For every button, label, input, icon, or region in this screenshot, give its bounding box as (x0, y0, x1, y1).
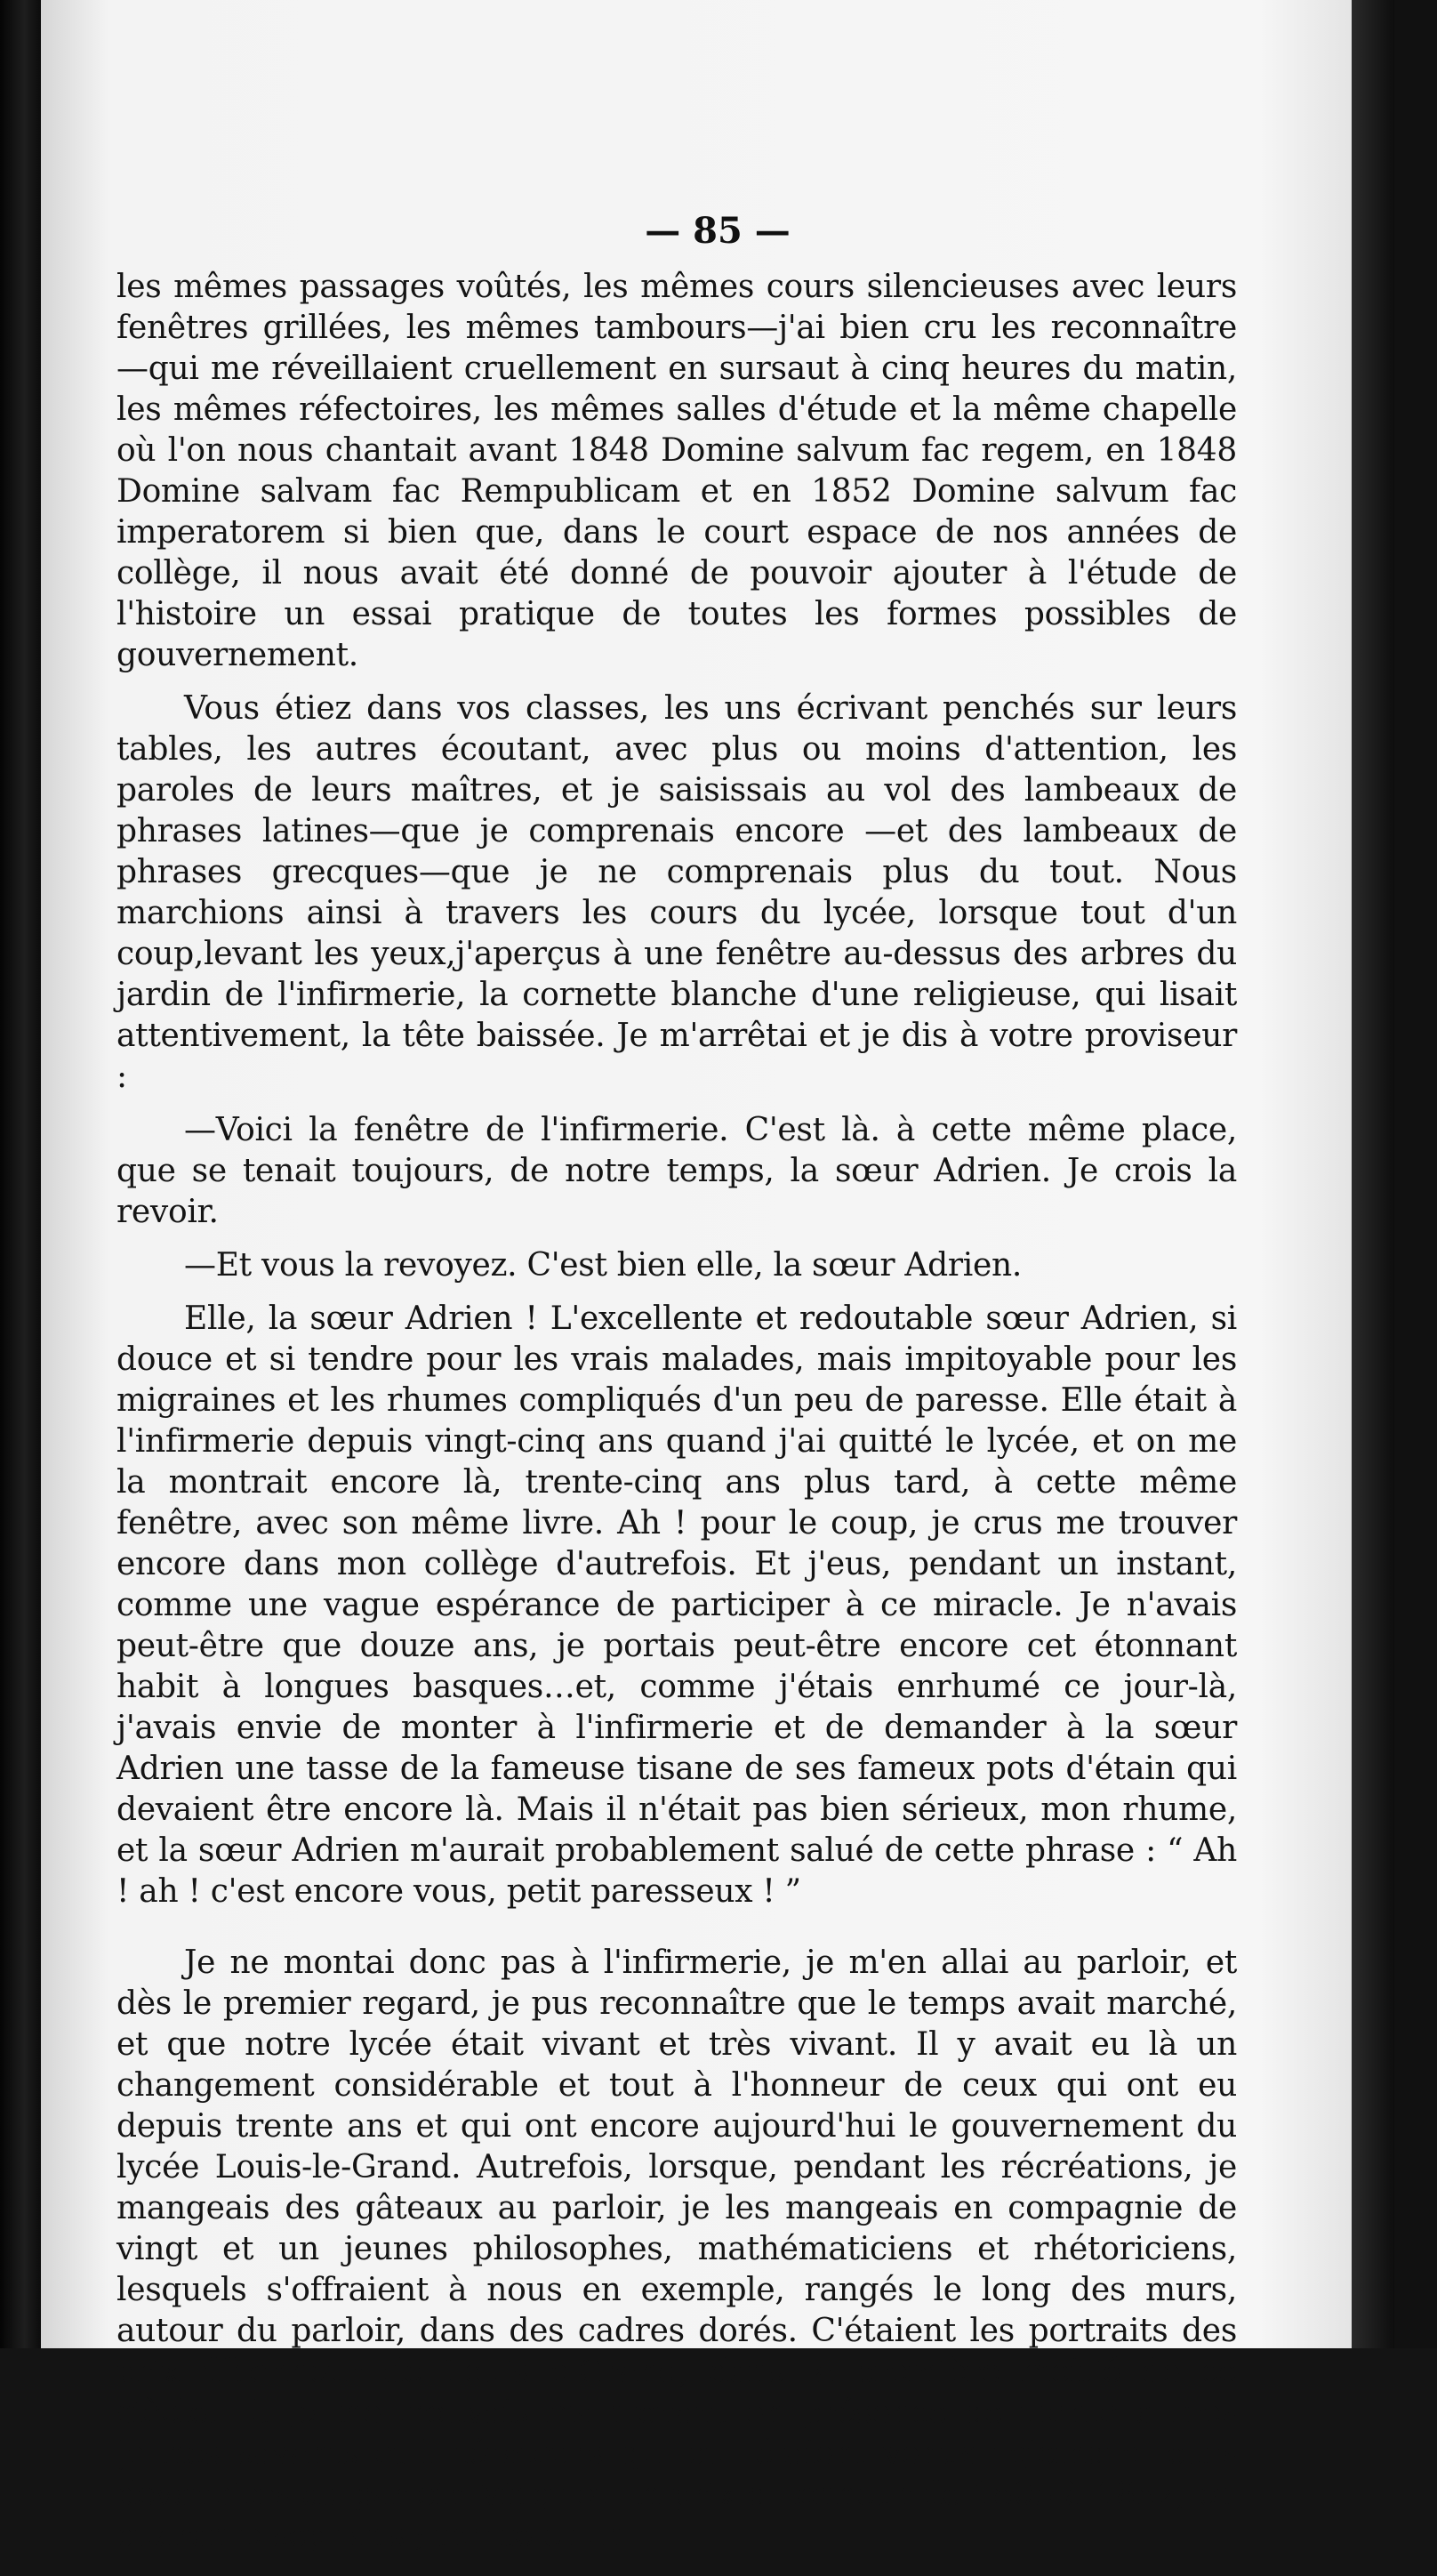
paragraph-1: les mêmes passages voûtés, les mêmes cours silencieuses avec leurs fenêtres grillées, les mêmes tambours—j'ai bien cru les reconnaître —qui me réveillaient cruellement en sursaut à cinq heures du matin, les mêmes réfectoires, les mêmes salles d'étude et la même chapelle où l'on nous chantait avant 1848 Domine salvum fac regem, en 1848 Domine salvam fac Rempublicam et en 1852 Domine salvum fac imperatorem si bien que, dans le court espace de nos années de collège, il nous avait été donné de pouvoir ajouter à l'étude de l'histoire un essai pratique de toutes les formes possibles de gouvernement. (116, 269, 1237, 673)
paragraph-4: —Et vous la revoyez. C'est bien elle, la sœur Adrien. (184, 1247, 1023, 1284)
paragraph-2: Vous étiez dans vos classes, les uns écrivant penchés sur leurs tables, les autres écoutant, avec plus ou moins d'attention, les paroles de leurs maîtres, et je saisissais au vol des lambeaux de phrases latines—que je comprenais encore —et des lambeaux de phrases grecques—que je ne comprenais plus du tout. Nous marchions ainsi à travers les cours du lycée, lorsque tout d'un coup,levant les yeux,j'aperçus à une fenêtre au-dessus des arbres du jardin de l'infirmerie, la cornette blanche d'une religieuse, qui lisait attentivement, la tête baissée. Je m'arrêtai et je dis à votre proviseur : (116, 690, 1237, 1095)
paragraph-3: —Voici la fenêtre de l'infirmerie. C'est là. à cette même place, que se tenait toujours, de notre temps, la sœur Adrien. Je crois la revoir. (116, 1112, 1237, 1230)
page-edge-shadow (1352, 0, 1394, 2348)
body-text (116, 267, 1237, 2576)
paragraph-5: Elle, la sœur Adrien ! L'excellente et redoutable sœur Adrien, si douce et si tendre pour les vrais malades, mais impitoyable pour les migraines et les rhumes compliqués d'un peu de paresse. Elle était à l'infirmerie depuis vingt-cinq ans quand j'ai quitté le lycée, et on me la montrait encore là, trente-cinq ans plus tard, à cette même fenêtre, avec son même livre. Ah ! pour le coup, je crus me trouver encore dans mon collège d'autrefois. Et j'eus, pendant un instant, comme une vague espérance de participer à ce miracle. Je n'avais peut-être que douze ans, je portais peut-être encore cet étonnant habit à longues basques…et, comme j'étais enrhumé ce jour-là, j'avais envie de monter à l'infirmerie et de demander à la sœur Adrien une tasse de la fameuse tisane de ses fameux pots d'étain qui devaient être encore là. Mais il n'était pas bien sérieux, mon rhume, et la sœur Adrien m'aurait probablement salué de cette phrase : “ Ah ! ah ! c'est encore vous, petit paresseux ! ” (116, 1300, 1237, 1910)
book-spine-shadow (0, 0, 41, 2348)
page-number: — 85 — (645, 210, 791, 252)
paragraph-6: Je ne montai donc pas à l'infirmerie, je m'en allai au parloir, et dès le premier regard, je pus reconnaître que le temps avait marché, et que notre lycée était vivant et très vivant. Il y avait eu là un changement considérable et tout à l'honneur de ceux qui ont eu depuis trente ans et qui ont encore aujourd'hui le gouvernement du lycée Louis-le-Grand. Autrefois, lorsque, pendant les récréations, je mangeais des gâteaux au parloir, je les mangeais en compagnie de vingt et un jeunes philosophes, mathématiciens et rhétoriciens, lesquels s'offraient à nous en exemple, rangés le long des murs, autour du parloir, dans des cadres dorés. C'étaient les portraits des prix d'honneur de Louis-le-Grand, dans la première moitié de ce siècle. Et je me trouvais maintenant en présence de trente autres jeunes savants et littérateurs qui qui étaient venus rejoindre leurs devanciers au parloir. Vingt et un prix d'honneur de 1805 à 1852, en quarante-sept ans ; trente et un (116, 1944, 1237, 2554)
paper-sheet (41, 0, 1394, 2554)
